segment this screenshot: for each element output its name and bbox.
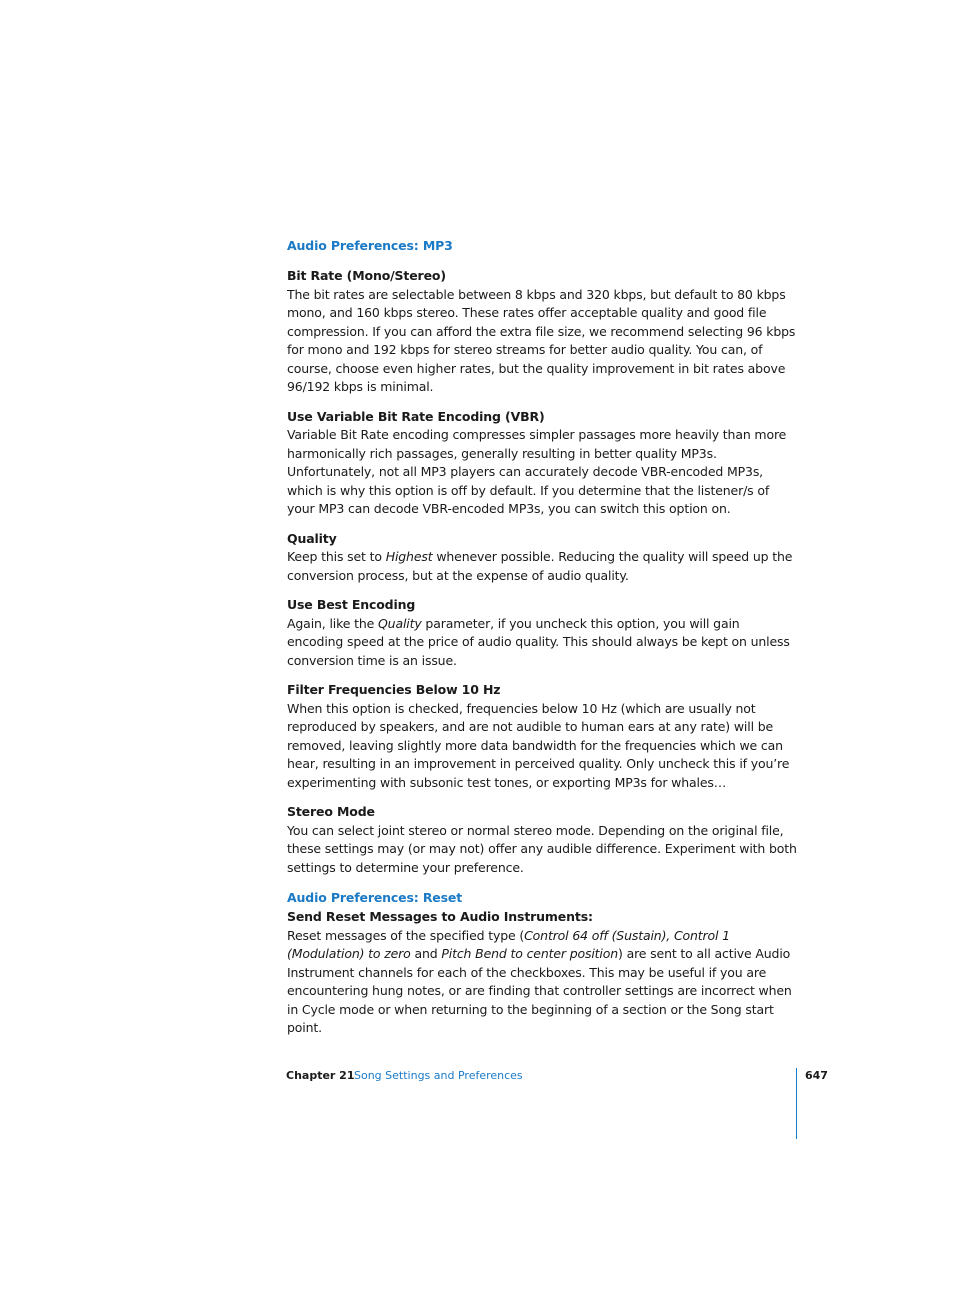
body-text: Keep this set to [287,549,386,564]
body-text: parameter, if you uncheck this option, you will gain encoding speed at the price of audio quality. This should always be kept on unless conversion time is an issue. [287,615,790,668]
subsection-body [287,548,799,585]
body-text: Reset messages of the specified type ( [287,927,525,943]
subsection-best-encoding [287,596,799,670]
subsection-title: Quality [287,530,337,546]
subsection-body: The bit rates are selectable between 8 kbps and 320 kbps, but default to 80 kbps mono, and 160 kbps stereo. These rates offer acceptable quality and good file compression. If you can afford the extra file size, we recommend selecting 96 kbps for mono and 192 kbps for stereo streams for better audio quality. You can, of course, choose even higher rates, but the quality improvement in bit rates above 96/192 kbps is minimal. [287,286,796,394]
subsection-title: Use Best Encoding [287,597,416,612]
subsection-quality [287,530,799,586]
subsection-stereo-mode [287,803,799,877]
subsection-filter-frequencies [287,681,799,792]
subsection-title: Bit Rate (Mono/Stereo) [287,268,446,283]
subsection-title: Use Variable Bit Rate Encoding (VBR) [287,408,545,424]
body-text: whenever possible. Reducing the quality will speed up the conversion process, but at the expense of audio quality. [287,549,793,583]
subsection-body: You can select joint stereo or normal stereo mode. Depending on the original file, these settings may (or may not) offer any audible difference. Experiment with both settings to determine your preference. [287,822,797,875]
subsection-body [287,927,799,1038]
body-text: and [410,946,442,961]
subsection-body [287,615,799,671]
body-text: Again, like the [287,615,378,631]
emphasis-text: Control 64 off (Sustain), Control 1 (Modulation) to zero [287,927,730,961]
subsection-body: Variable Bit Rate encoding compresses simpler passages more heavily than more harmonically rich passages, generally resulting in better quality MP3s. Unfortunately, not all MP3 players can accurately decode VBR-encoded MP3s, which is why this option is off by default. If you determine that the listener/s of your MP3 can decode VBR-encoded MP3s, you can switch this option on. [287,427,787,516]
subsection-body: When this option is checked, frequencies below 10 Hz (which are usually not reproduced by speakers, and are not audible to human ears at any rate) will be removed, leaving slightly more data bandwidth for the frequencies which we can hear, resulting in an improvement in perceived quality. Only uncheck this if you’re experimenting with subsonic test tones, or exporting MP3s for whales… [287,700,790,790]
subsection-vbr [287,408,799,519]
emphasis-text: Quality [377,615,422,631]
footer-divider [796,1068,797,1139]
section-title-mp3: Audio Preferences: MP3 [287,238,453,253]
subsection-title: Send Reset Messages to Audio Instruments: [287,909,593,924]
footer-chapter: Chapter 21 [286,1069,355,1082]
emphasis-text: Highest [385,549,433,564]
section-title-reset: Audio Preferences: Reset [287,890,463,905]
footer-chapter-title: Song Settings and Preferences [354,1069,523,1082]
subsection-reset-messages [287,908,799,1038]
page-number: 647 [805,1069,828,1082]
page-content [287,236,799,1038]
emphasis-text: Pitch Bend to center position [441,946,619,961]
subsection-bit-rate [287,267,799,397]
body-text: ) are sent to all active Audio Instrument channels for each of the checkboxes. This may be useful if you are encountering hung notes, or are finding that controller settings are incorrect when in Cycle mode or when returning to the beginning of a section or the Song start point. [287,946,792,1035]
subsection-title: Stereo Mode [287,804,375,819]
subsection-title: Filter Frequencies Below 10 Hz [287,682,501,697]
